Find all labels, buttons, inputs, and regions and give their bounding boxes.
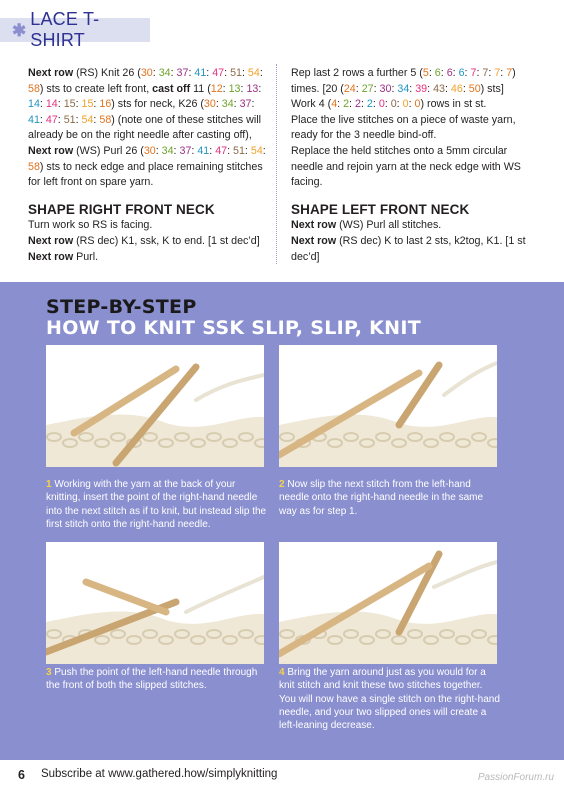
row-label: Next row xyxy=(28,67,74,79)
knitting-illustration xyxy=(46,345,264,467)
text-run: Turn work so RS is facing. xyxy=(28,219,153,232)
text-run: : xyxy=(427,82,434,95)
text-run: : xyxy=(391,82,398,95)
text-run: : xyxy=(222,82,229,95)
text-run: 2 xyxy=(366,98,373,111)
step-1-text: Working with the yarn at the back of your knitting, insert the point of the right-hand needle into the next stitch as if to knit, but instead slip the first stitch onto the right-hand needle. xyxy=(46,479,267,530)
text-run: 7 xyxy=(506,67,513,79)
text-run: 7 xyxy=(494,67,501,79)
text-run: : xyxy=(464,67,471,79)
step-1-number: 1 xyxy=(46,479,52,490)
panel-title: HOW TO KNIT SSK SLIP, SLIP, KNIT xyxy=(46,317,421,339)
text-run: : xyxy=(428,67,435,79)
text-run: : xyxy=(452,67,459,79)
step-3-text: Push the point of the left-hand needle through the front of both the slipped stitches. xyxy=(46,667,258,692)
text-run: ) times. [20 ( xyxy=(291,67,516,95)
text-run: 41 xyxy=(194,67,207,79)
pattern-paragraph xyxy=(28,250,266,266)
text-run: : xyxy=(462,82,469,95)
text-run: : xyxy=(39,98,46,111)
row-label: cast off xyxy=(152,82,191,95)
text-run: 24 xyxy=(343,82,356,95)
text-run: 58 xyxy=(28,160,40,173)
text-run: : xyxy=(209,144,216,157)
text-run: ) sts for neck, K26 ( xyxy=(111,98,204,111)
text-run: 14 xyxy=(45,98,58,111)
column-divider xyxy=(276,64,277,264)
text-run: 39 xyxy=(415,82,428,95)
pattern-left-column xyxy=(28,66,266,265)
text-run: 51 xyxy=(233,144,245,157)
text-run: : xyxy=(372,98,379,111)
pattern-paragraph xyxy=(28,218,266,234)
text-run: : xyxy=(93,113,100,126)
text-run: : xyxy=(93,98,100,111)
text-run: 2 xyxy=(355,98,361,111)
text-run: 6 xyxy=(434,67,441,79)
text-run: 0 xyxy=(390,98,397,111)
text-run: 5 xyxy=(422,67,429,79)
text-run: 34 xyxy=(397,82,410,95)
text-run: : xyxy=(224,67,231,79)
text-run: : xyxy=(409,82,416,95)
text-run: ) sts to create left front, xyxy=(39,82,153,95)
text-run: : xyxy=(215,98,222,111)
text-run: : xyxy=(440,67,447,79)
text-run: (WS) Purl all stitches. xyxy=(336,219,442,232)
pattern-paragraph xyxy=(291,97,529,113)
section-heading xyxy=(291,202,529,218)
knitting-illustration xyxy=(279,542,497,664)
text-run: : xyxy=(337,98,344,111)
text-run: : xyxy=(396,98,403,111)
text-run: : xyxy=(155,144,162,157)
text-run: (RS dec) K to last 2 sts, k2tog, K1. [1 st dec’d] xyxy=(291,234,526,263)
text-run: : xyxy=(188,67,195,79)
text-run: 50 xyxy=(468,82,481,95)
section-title: LACE T-SHIRT xyxy=(30,9,100,50)
text-run: : xyxy=(173,144,180,157)
text-run: 2 xyxy=(343,98,350,111)
text-run: 43 xyxy=(433,82,445,95)
text-run: 34 xyxy=(161,144,174,157)
subscribe-text: Subscribe at www.gathered.how/simplyknitting xyxy=(40,768,278,780)
row-label: Next row xyxy=(28,144,74,157)
text-run: : xyxy=(373,82,380,95)
text-run: 58 xyxy=(28,82,40,95)
text-run: 54 xyxy=(250,144,263,157)
pattern-right-column xyxy=(291,66,529,265)
text-run: 30 xyxy=(203,98,216,111)
text-run: 47 xyxy=(215,144,228,157)
step-2-number: 2 xyxy=(279,479,285,490)
panel-kicker: STEP-BY-STEP xyxy=(46,296,197,318)
text-run: 58 xyxy=(99,113,112,126)
step-3-caption xyxy=(46,666,268,693)
text-run: (RS dec) K1, ssk, K to end. [1 st dec’d] xyxy=(73,234,260,247)
text-run: : xyxy=(206,67,213,79)
row-label: Next row xyxy=(291,219,337,232)
text-run: 14 xyxy=(28,98,40,111)
text-run: 6 xyxy=(458,67,465,79)
pattern-paragraph xyxy=(291,234,529,265)
step-3-photo xyxy=(46,542,264,664)
row-label: Next row xyxy=(28,234,74,247)
row-label: Next row xyxy=(291,234,337,247)
step-2-photo xyxy=(279,345,497,467)
text-run: : xyxy=(408,98,415,111)
text-run: 27 xyxy=(361,82,374,95)
step-4-photo xyxy=(279,542,497,664)
text-run: ) sts] xyxy=(480,82,504,95)
step-4-caption xyxy=(279,666,501,732)
step-by-step-panel xyxy=(0,282,564,760)
text-run: : xyxy=(258,82,262,95)
text-run: : xyxy=(57,113,64,126)
text-run: : xyxy=(241,67,248,79)
text-run: : xyxy=(57,98,64,111)
text-run: (RS) Knit 26 ( xyxy=(73,67,141,79)
asterisk-icon: ✱ xyxy=(12,20,27,40)
step-4-number: 4 xyxy=(279,667,285,678)
text-run: Work 4 ( xyxy=(291,98,332,111)
text-run: (WS) Purl 26 ( xyxy=(73,144,144,157)
text-run: : xyxy=(152,67,159,79)
text-run: 47 xyxy=(212,67,225,79)
text-run: ) sts to neck edge and place remaining stitches for left front on spare yarn. xyxy=(28,160,263,189)
pattern-paragraph xyxy=(291,66,529,97)
row-label: Next row xyxy=(28,250,74,263)
page-footer xyxy=(18,768,277,782)
text-run: : xyxy=(227,144,234,157)
text-run: : xyxy=(384,98,391,111)
step-1-caption xyxy=(46,478,268,531)
step-2-caption xyxy=(279,478,501,518)
text-run: : xyxy=(244,144,251,157)
text-run: 47 xyxy=(45,113,58,126)
text-run: 7 xyxy=(470,67,477,79)
text-run: : xyxy=(488,67,495,79)
text-run: 16 xyxy=(99,98,112,111)
pattern-paragraph xyxy=(28,144,266,191)
text-run: : xyxy=(355,82,362,95)
text-run: 34 xyxy=(221,98,234,111)
text-run: 37 xyxy=(176,67,189,79)
text-run: 0 xyxy=(414,98,421,111)
text-run: 51 xyxy=(63,113,76,126)
pattern-paragraph xyxy=(291,113,529,144)
text-run: : xyxy=(444,82,451,95)
text-run: 15 xyxy=(63,98,76,111)
text-run: : xyxy=(360,98,367,111)
text-run: : xyxy=(240,82,247,95)
text-run: : xyxy=(251,98,255,111)
text-run: 13 xyxy=(228,82,241,95)
text-run: : xyxy=(39,113,46,126)
text-run: 41 xyxy=(28,113,40,126)
text-run: 13 xyxy=(246,82,259,95)
text-run: ) (note one of these stitches will already be on the right needle after casting off), xyxy=(28,113,261,142)
watermark: PassionForum.ru xyxy=(477,772,554,783)
text-run: 34 xyxy=(158,67,171,79)
text-run: 51 xyxy=(230,67,242,79)
page-number: 6 xyxy=(18,768,25,782)
step-1-photo xyxy=(46,345,264,467)
text-run: 0 xyxy=(402,98,409,111)
pattern-paragraph xyxy=(291,144,529,191)
pattern-paragraph xyxy=(291,218,529,234)
pattern-paragraph xyxy=(28,234,266,250)
text-run: 30 xyxy=(143,144,156,157)
section-header-tab xyxy=(0,9,150,50)
text-run: SHAPE RIGHT FRONT NECK xyxy=(28,201,215,217)
text-run: 11 ( xyxy=(190,82,211,95)
text-run: 41 xyxy=(197,144,210,157)
text-run: : xyxy=(262,144,266,157)
pattern-paragraph xyxy=(28,66,266,144)
text-run: Replace the held stitches onto a 5mm circular needle and rejoin yarn at the neck edge with WS facing. xyxy=(291,144,521,189)
text-run: : xyxy=(259,67,263,79)
step-4-text: Bring the yarn around just as you would for a knit stitch and knit these two stitches together. You will now have a single stitch on the right-hand needle, and your two slipped ones will create a left-leaning decrease. xyxy=(279,667,500,732)
text-run: Purl. xyxy=(73,250,99,263)
text-run: 46 xyxy=(450,82,463,95)
knitting-illustration xyxy=(279,345,497,467)
text-run: 4 xyxy=(331,98,338,111)
text-run: 30 xyxy=(379,82,392,95)
text-run: : xyxy=(476,67,483,79)
step-3-number: 3 xyxy=(46,667,52,678)
text-run: ) rows in st st. xyxy=(420,98,487,111)
text-run: 37 xyxy=(239,98,252,111)
text-run: : xyxy=(500,67,507,79)
text-run: 54 xyxy=(247,67,260,79)
text-run: : xyxy=(191,144,198,157)
text-run: Rep last 2 rows a further 5 ( xyxy=(291,67,423,79)
text-run: 12 xyxy=(210,82,223,95)
text-run: : xyxy=(75,98,82,111)
section-heading xyxy=(28,202,266,218)
text-run: : xyxy=(233,98,240,111)
text-run: : xyxy=(170,67,177,79)
knitting-illustration xyxy=(46,542,264,664)
step-2-text: Now slip the next stitch from the left-hand needle onto the right-hand needle in the same way as for step 1. xyxy=(279,479,484,517)
text-run: 30 xyxy=(140,67,153,79)
text-run: 54 xyxy=(81,113,94,126)
text-run: 6 xyxy=(446,67,453,79)
text-run: : xyxy=(75,113,82,126)
text-run: 7 xyxy=(482,67,489,79)
text-run: SHAPE LEFT FRONT NECK xyxy=(291,201,470,217)
text-run: 15 xyxy=(81,98,94,111)
text-run: : xyxy=(349,98,355,111)
text-run: 37 xyxy=(179,144,192,157)
text-run: 0 xyxy=(378,98,385,111)
text-run: Place the live stitches on a piece of waste yarn, ready for the 3 needle bind-off. xyxy=(291,113,516,142)
